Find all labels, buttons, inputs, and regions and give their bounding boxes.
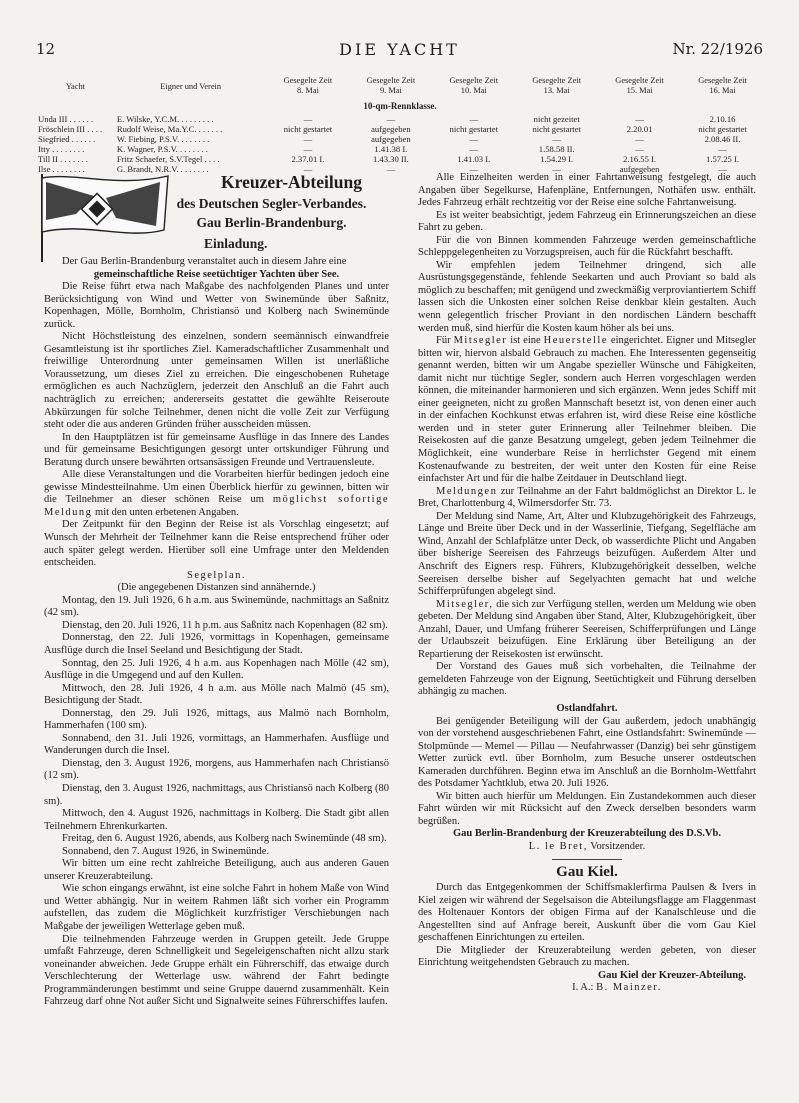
cell: nicht gestartet [283, 124, 333, 134]
paragraph: Die Mitglieder der Kreuzerabteilung werden gebeten, von dieser Einrichtung weitgehendsten Gebrauch zu machen. [418, 944, 756, 969]
cell: nicht gezeitet [533, 114, 580, 124]
paragraph: Durch das Entgegenkommen der Schiffsmaklerfirma Paulsen & Ivers in Kiel zeigen wir während der Segelsaison die Abteilungsflagge am Flaggenmast des Holtenauer Kontors der obigen Firma auf der Kanalschleuse und die Angestellten sind auf Anfrage bereit, Auskunft über die vom Gau Kiel geschaffenen Einrichtungen zu erteilen. [418, 882, 756, 944]
class-row [36, 100, 764, 114]
col-header: Gesegelte Zeit 9. Mai [366, 76, 416, 95]
class-label: 10-qm-Rennklasse. [363, 101, 437, 111]
cell: — [303, 134, 313, 144]
emphasis: möglichst sofortige Meldung [44, 494, 389, 518]
page-header [36, 40, 763, 62]
cell: 2.08.46 II. [704, 134, 741, 144]
cell: 2.10.16 [709, 114, 736, 124]
text: Alle diese Veranstaltungen und die Vorarbeiten hierfür bedingen jedoch eine gewisse Mindestteilnahme. Um einen Überblick hierfür zu gewinnen, bitten wir die Teilnehmer an dieser schönen Reise um [44, 469, 389, 506]
cell: Itty . . . . . . . . [38, 144, 85, 154]
paragraph: Bei genügender Beteiligung will der Gau außerdem, jedoch unabhängig von der vorstehend ausgeschriebenen Fahrt, eine Ostlandsfahrt: Swinemünde — Stolpmünde — Memel — Pillau — Neufahrwasser (Danzig) bei sehr günstigem Wetter zurück evtl. über Bornholm, zum Besuche unserer ostdeutschen Kameraden durchführen. Beginn etwa im Anschluß an die Bornholm-Wettfahrt des Potsdamer Yachtklub, etwa 20. Juli 1926. [418, 715, 756, 790]
plan-item: Montag, den 19. Juli 1926, 6 h a.m. aus Swinemünde, nachmittags an Saßnitz (42 sm). [44, 594, 389, 619]
plan-item: Sonntag, den 25. Juli 1926, 4 h a.m. aus Kopenhagen nach Mölle (42 sm), Ausflüge in die Umgegend und auf den Kullen. [44, 657, 389, 682]
cell: 2.20.01 [626, 124, 653, 134]
signature-org: Gau Berlin-Brandenburg der Kreuzerabteilung des D.S.Vb. [453, 828, 721, 840]
paragraph [418, 599, 756, 662]
emphasis: Heuerstelle [543, 335, 608, 347]
text: Für [436, 335, 451, 347]
cell: — [718, 144, 727, 154]
paragraph: Es ist weiter beabsichtigt, jedem Fahrzeug ein Erinnerungszeichen an diese Fahrt zu geben. [418, 209, 756, 234]
text: die sich zur Verfügung stellen, werden um Meldung wie oben gebeten. Der Meldung sind Angaben über Stand, Alter, Klubzugehörigkeit, über Anzahl, Dauer, und Umfang früherer Seereisen, Schifferprüfungen und Länge der Urlaubszeit beizufügen. Eine Erklärung über Beteiligung an der Repartierung der Reisekosten ist erwünscht. [418, 598, 756, 660]
regatta-results-table [36, 76, 764, 174]
paragraph [44, 469, 389, 519]
paragraph-bold: gemeinschaftliche Reise seetüchtiger Yachten über See. [93, 268, 340, 280]
cell: Siegfried . . . . . . [38, 134, 96, 144]
cell: 1.43.30 II. [372, 154, 409, 164]
ostland-heading: Ostlandfahrt. [556, 702, 618, 714]
paragraph [418, 335, 756, 486]
cell: Till II . . . . . . . [38, 154, 89, 164]
paragraph [418, 486, 756, 511]
cell: aufgegeben [619, 164, 660, 174]
cell: — [552, 164, 561, 174]
right-column [418, 172, 756, 995]
cell: 1.41.03 I. [457, 154, 491, 164]
col-header: Gesegelte Zeit 8. Mai [283, 76, 333, 95]
paragraph: In den Hauptplätzen ist für gemeinsame Ausflüge in das Innere des Landes und für gemeinsame Besichtigungen gesorgt unter ortskundiger Führung und Beratung durch unsere bewährten ortsansässigen Freunde und Vertrauensleute. [44, 431, 389, 468]
plan-item: Freitag, den 6. August 1926, abends, aus Kolberg nach Swinemünde (48 sm). [62, 833, 387, 845]
paragraph: Der Gau Berlin-Brandenburg veranstaltet auch in diesem Jahre eine [62, 256, 347, 267]
invitation-heading: Einladung. [204, 236, 268, 251]
cell: — [303, 144, 313, 154]
cell: — [552, 134, 561, 144]
plan-note: (Die angegebenen Distanzen sind annähernde.) [117, 582, 316, 594]
emphasis: Mitsegler [453, 335, 508, 347]
cell: Fritz Schaefer, S.V.Tegel . . . . [116, 154, 220, 164]
plan-item: Donnerstag, den 29. Juli 1926, mittags, aus Malmö nach Bornholm, Hammerhafen (100 sm). [44, 707, 389, 732]
cell: 1.41.38 I. [374, 144, 408, 154]
cell: 1.57.25 I. [706, 154, 739, 164]
table-header-row [36, 76, 764, 100]
signature-name [418, 982, 756, 995]
cell: — [635, 144, 644, 154]
left-column [44, 172, 389, 1009]
cell: 1.58.58 II. [538, 144, 575, 154]
paragraph: Der Vorstand des Gaues muß sich vorbehalten, die Teilnahme der gemeldeten Fahrzeuge von der Eignung, Seetüchtigkeit und Führung derselben abhängig zu machen. [418, 661, 756, 698]
signer: L. le Bret, [528, 840, 588, 852]
table-row [36, 134, 764, 144]
text: ist eine [510, 335, 541, 347]
paragraph: Die Reise führt etwa nach Maßgabe des nachfolgenden Planes und unter Berücksichtigung von Wind und Wetter von Swinemünde über Saßnitz, Kopenhagen, Mölle, Bornholm, Christiansö und Kolberg nach Swinemünde zurück. [44, 281, 389, 330]
emphasis: Mitsegler, [436, 598, 494, 610]
cell: — [386, 114, 396, 124]
cell: aufgegeben [371, 134, 411, 144]
paragraph: Der Zeitpunkt für den Beginn der Reise ist als Vorschlag eingesetzt; auf Wunsch der Mehrheit der Teilnehmer kann die Reise entsprechend früher oder auch später gelegt werden. Hierüber soll eine Umfrage unter den Meldenden entscheiden. [44, 519, 389, 569]
paragraph: Nicht Höchstleistung des einzelnen, sondern seemännisch einwandfreie Gesamtleistung ist ihr sportliches Ziel. Kameradschaftlicher Zusammenhalt und freiwillige Unterordnung unter gemeinsamen Willen ist unerläßliche Voraussetzung, um dieses Ziel zu erreichen. Die eingeschobenen Ruhetage ermöglichen es auch Nachzüglern, jederzeit den Anschluß an die Fahrt auch nachträglich zu erreichen; andererseits gestattet die gewählte Reiseroute Abkürzungen für solche Teilnehmer, denen nicht die volle Zeit zur Verfügung steht oder die aus anderen Gründen früher ausscheiden müssen. [44, 331, 389, 431]
cell: Fröschlein III . . . . [38, 124, 103, 134]
paragraph: Der Meldung sind Name, Art, Alter und Klubzugehörigkeit des Fahrzeugs, Länge und Breite über Deck und in der Wasserlinie, Tiefgang, Segelfläche am Wind, Anzahl der Schlafplätze unter Deck, ob wasserdichte Plicht und Angaben über bisherige Seereisen des Fahrzeugs beizufügen. Außerdem Alter und Anschrift des Eigners resp. Führers, Klubzugehörigkeit desselben, welche Seereisen derselbe bisher auf Segelyachten gemacht hat und welche Schifferprüfungen abgelegt sind. [418, 510, 756, 598]
cell: — [303, 114, 313, 124]
plan-item: Donnerstag, den 22. Juli 1926, vormittags in Kopenhagen, gemeinsame Ausflüge durch die Insel Seeland und Besichtigung der Stadt. [44, 632, 389, 656]
plan-item: Dienstag, den 20. Juli 1926, 11 h p.m. aus Saßnitz nach Kopenhagen (82 sm). [62, 619, 388, 631]
cell: G. Brandt, N.R.V. . . . . . . . [116, 164, 209, 174]
divider [552, 859, 622, 860]
section-subtitle: des Deutschen Segler-Verbandes. [176, 196, 367, 211]
signer-role: Vorsitzender. [590, 840, 646, 852]
plan-item: Sonnabend, den 7. August 1926, in Swinemünde. [62, 845, 270, 857]
cell: Rudolf Weise, Ma.Y.C. . . . . . . [116, 124, 223, 134]
plan-item: Mittwoch, den 28. Juli 1926, 4 h a.m. aus Mölle nach Malmö (45 sm), Besichtigung der Stadt. [44, 682, 389, 707]
table-row [36, 144, 764, 154]
cell: nicht gestartet [698, 124, 747, 134]
section-subtitle: Gau Berlin-Brandenburg. [196, 215, 347, 230]
cell: — [718, 164, 727, 174]
cell: 2.37.01 I. [291, 154, 325, 164]
section-title: Kreuzer-Abteilung [221, 172, 362, 192]
cell: — [303, 164, 313, 174]
col-header: Gesegelte Zeit 16. Mai [698, 76, 747, 95]
cell: aufgegeben [371, 124, 411, 134]
cell: 1.54.29 I. [540, 154, 574, 164]
table-row [36, 114, 764, 124]
cell: Unda III . . . . . . [38, 114, 94, 124]
plan-item: Sonnabend, den 31. Juli 1926, vormittags, an Hammerhafen. Ausflüge und Wanderungen durch die Insel. [44, 732, 389, 757]
cell: — [635, 114, 644, 124]
col-header: Eigner und Verein [160, 82, 222, 91]
emphasis: Meldungen [436, 485, 498, 497]
text: zur Teilnahme an der Fahrt baldmöglichst an Direktor L. le Bret, Charlottenburg 4, Wilmersdorfer Str. 73. [418, 485, 756, 510]
cell: — [469, 134, 479, 144]
paragraph: Wie schon eingangs erwähnt, ist eine solche Fahrt in hohem Maße von Wind und Wetter abhängig. Nur in weitem Rahmen läßt sich vorher ein Programm aufstellen, das zudem die Möglichkeit kurzfristiger Verschiebungen nach Maßgabe der jeweiligen Wetterlage geben muß. [44, 883, 389, 932]
issue-number: Nr. 22/1926 [672, 40, 763, 58]
magazine-title: DIE YACHT [339, 40, 460, 59]
paragraph: Für die von Binnen kommenden Fahrzeuge werden gemeinschaftliche Schleppgelegenheiten zu Vorzugspreisen, auch für die Rückfahrt beschafft. [418, 234, 756, 259]
cell: nicht gestartet [532, 124, 581, 134]
signature-org: Gau Kiel der Kreuzer-Abteilung. [598, 969, 746, 981]
signer: B. Mainzer. [596, 982, 662, 994]
col-header: Gesegelte Zeit 15. Mai [615, 76, 664, 95]
text: I. A.: [572, 982, 594, 994]
cell: — [469, 114, 479, 124]
kiel-heading: Gau Kiel. [556, 863, 618, 880]
plan-item: Dienstag, den 3. August 1926, morgens, aus Hammerhafen nach Christiansö (12 sm). [44, 757, 389, 782]
text: mit den unten erbetenen Angaben. [95, 506, 239, 518]
cell: E. Wilske, Y.C.M. . . . . . . . . [116, 114, 214, 124]
cell: — [469, 144, 479, 154]
paragraph: Wir bitten auch hierfür um Meldungen. Ein Zustandekommen auch dieser Fahrt würden wir mit Rücksicht auf den Zweck derselben besonders warm begrüßen. [418, 790, 756, 827]
cell: K. Wagner, P.S.V. . . . . . . . [116, 144, 208, 154]
table-row [36, 154, 764, 164]
plan-item: Dienstag, den 3. August 1926, nachmittags, aus Christiansö nach Kolberg (80 sm). [44, 782, 389, 807]
cell: — [469, 164, 479, 174]
table-row [36, 124, 764, 134]
paragraph: Wir empfehlen jedem Teilnehmer dringend, sich alle Ausrüstungsgegenstände, fehlende Seekarten und auch Proviant so bald als möglich zu beschaffen; mit genügend und zweckmäßig verproviantiertem Schiff lassen sich die Unkosten einer solchen Reise denkbar klein gestalten. Auch wenn gelegentlich frischer Proviant in den nordischen Ländern beschafft werden muß, sind hierfür die Kosten kaum höher als bei uns. [418, 259, 756, 334]
paragraph: Alle Einzelheiten werden in einer Fahrtanweisung festgelegt, die auch Angaben über Segelkurse, Hafenpläne, Entfernungen, Nothäfen usw. enthält. Jedes Fahrzeug erhält rechtzeitig vor der Reise eine solche Fahrtanweisung. [418, 172, 756, 209]
page-number: 12 [36, 40, 56, 58]
signature-name [418, 841, 756, 854]
cell: — [635, 134, 644, 144]
paragraph: Wir bitten um eine recht zahlreiche Beteiligung, auch aus anderen Gauen unserer Kreuzerabteilung. [44, 858, 389, 882]
plan-item: Mittwoch, den 4. August 1926, nachmittags in Kolberg. Die Stadt gibt allen Teilnehmern Ehrenkurkarten. [44, 808, 389, 832]
paragraph: Die teilnehmenden Fahrzeuge werden in Gruppen geteilt. Jede Gruppe umfaßt Fahrzeuge, deren Schnelligkeit und Segeleigenschaften nicht allzu stark voneinander abweichen. Jede Gruppe erhält ein Führerschiff, das etwaige durch Verschlechterung der Wetterlage usw. während der Fahrt bedingte Programmänderungen bestimmt und seine Gruppe dauernd zusammenhält. Kein Fahrzeug darf ohne Not außer Sicht und Signalweite seines Führerschiffes laufen. [44, 933, 389, 1008]
cell: 2.16.55 I. [623, 154, 657, 164]
plan-heading: Segelplan. [186, 569, 247, 581]
col-header: Gesegelte Zeit 10. Mai [449, 76, 499, 95]
cell: W. Fiebing, P.S.V. . . . . . . . [116, 134, 210, 144]
cell: — [386, 164, 396, 174]
col-header: Yacht [65, 82, 86, 91]
cell: nicht gestartet [449, 124, 498, 134]
cell: Ilse . . . . . . . . [38, 164, 85, 174]
col-header: Gesegelte Zeit 13. Mai [532, 76, 581, 95]
text: eingerichtet. Eigner und Mitsegler bitten wir, hiervon alsbald Gebrauch zu machen. Ehe Interessenten gegenseitig genannt werden, bitten wir um Angabe spezieller Wünsche und Fähigkeiten, damit nicht nur tüchtige Segler, sondern auch Herren vorgeschlagen werden können, die miteinander harmonieren und sich ergänzen. Wenn jedes Schiff mit einer geeigneten, nicht zu großen Mannschaft besetzt ist, von denen einer auch in der einfachen Kochkunst etwas erfahren ist, wird diese Reise eine köstliche werden und in steter guter Erinnerung aller Teilnehmer bleiben. Die Reisekosten auf die ganze Besatzung umgelegt, geben jedem Teilnehmer die Möglichkeit, eine wunderbare Reise in herrlichster Gegend mit einem Kostenaufwande zu bestreiten, der weit unter den Kosten für eine Reise einfachster Art und für die halbe Zeitdauer in Deutschland liegt. [418, 335, 756, 485]
